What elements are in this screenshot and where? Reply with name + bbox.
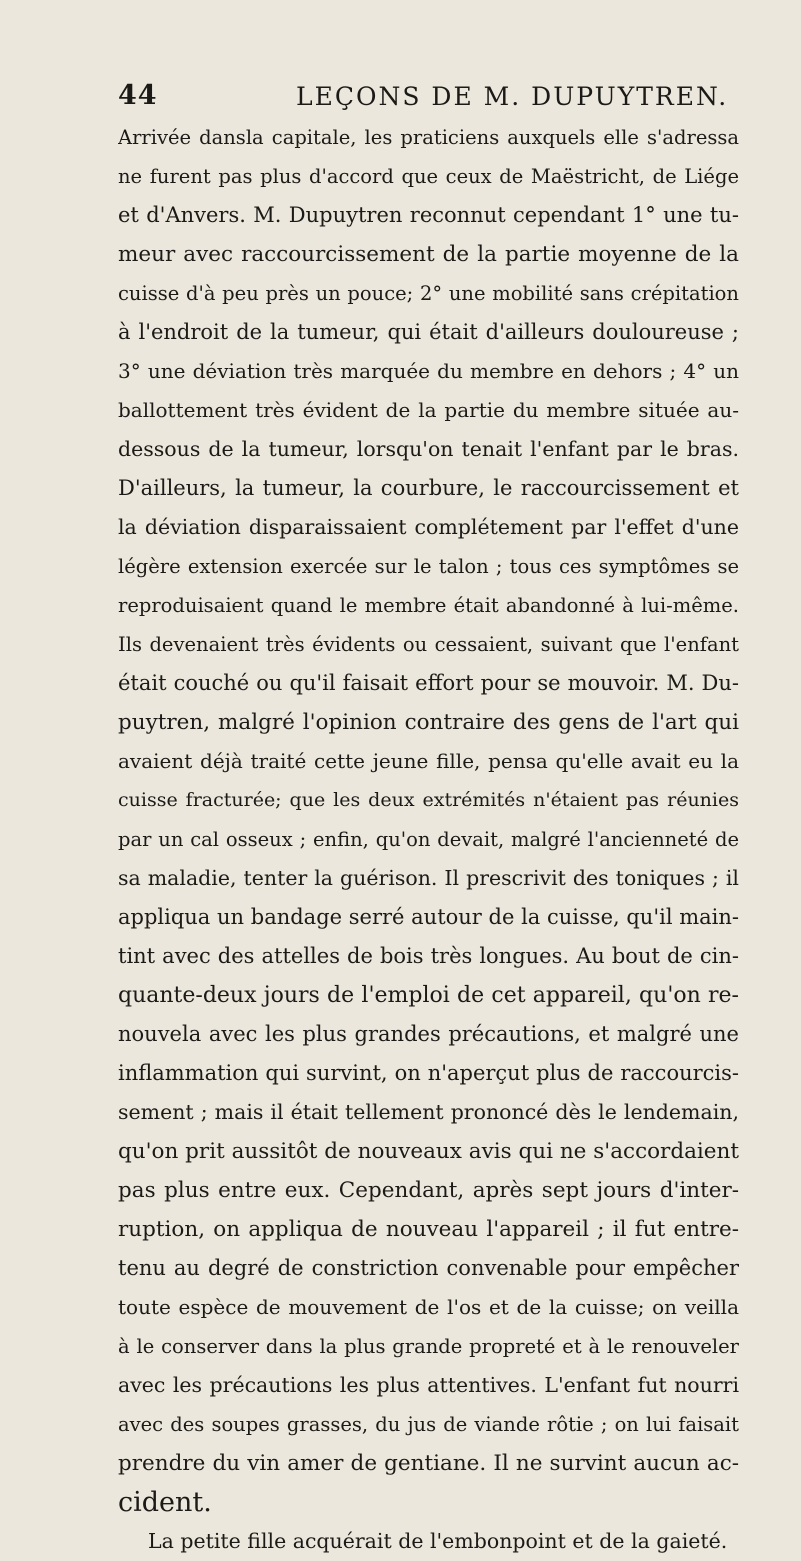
text-line: pas plus entre eux. Cependant, après sept jours d'inter- xyxy=(118,1178,739,1203)
running-title: LEÇONS DE M. DUPUYTREN. xyxy=(296,82,729,111)
text-line: prendre du vin amer de gentiane. Il ne survint aucun ac- xyxy=(118,1451,739,1476)
text-line: sa maladie, tenter la guérison. Il prescrivit des toniques ; il xyxy=(118,866,739,890)
text-line: et d'Anvers. M. Dupuytren reconnut cependant 1° une tu- xyxy=(118,203,739,227)
text-line: cuisse d'à peu près un pouce; 2° une mobilité sans crépitation xyxy=(118,282,739,305)
text-line: D'ailleurs, la tumeur, la courbure, le raccourcissement et xyxy=(118,476,739,500)
text-line: La petite fille acquérait de l'embonpoint et de la gaieté. xyxy=(148,1529,728,1553)
text-line: sement ; mais il était tellement prononcé dès le lendemain, xyxy=(118,1100,739,1124)
text-line: cuisse fracturée; que les deux extrémités n'étaient pas réunies xyxy=(118,789,739,811)
text-line: toute espèce de mouvement de l'os et de la cuisse; on veilla xyxy=(118,1295,739,1319)
text-line: tenu au degré de constriction convenable pour empêcher xyxy=(118,1256,739,1280)
text-line: Arrivée dansla capitale, les praticiens auxquels elle s'adressa xyxy=(118,126,739,149)
text-line: appliqua un bandage serré autour de la cuisse, qu'il main- xyxy=(118,905,739,929)
text-line: légère extension exercée sur le talon ; tous ces symptômes se xyxy=(118,555,739,578)
text-line: qu'on prit aussitôt de nouveaux avis qui ne s'accordaient xyxy=(118,1139,739,1164)
text-line: tint avec des attelles de bois très longues. Au bout de cin- xyxy=(118,944,739,968)
text-line: Ils devenaient très évidents ou cessaient, suivant que l'enfant xyxy=(118,633,739,656)
text-line: reproduisaient quand le membre était abandonné à lui-même. xyxy=(118,594,739,617)
text-line: nouvela avec les plus grandes précautions, et malgré une xyxy=(118,1022,739,1046)
text-line: dessous de la tumeur, lorsqu'on tenait l'enfant par le bras. xyxy=(118,437,739,461)
running-head xyxy=(118,80,739,114)
text-line: ruption, on appliqua de nouveau l'appareil ; il fut entre- xyxy=(118,1217,739,1242)
text-line: 3° une déviation très marquée du membre en dehors ; 4° un xyxy=(118,359,739,383)
text-line: quante-deux jours de l'emploi de cet appareil, qu'on re- xyxy=(118,983,739,1008)
text-line: meur avec raccourcissement de la partie moyenne de la xyxy=(118,242,739,267)
text-line: avec des soupes grasses, du jus de viande rôtie ; on lui faisait xyxy=(118,1413,739,1436)
text-line: était couché ou qu'il faisait effort pour se mouvoir. M. Du- xyxy=(118,671,739,695)
text-line: avaient déjà traité cette jeune fille, pensa qu'elle avait eu la xyxy=(118,749,739,773)
text-line: à le conserver dans la plus grande propreté et à le renouveler xyxy=(118,1335,739,1358)
text-line: à l'endroit de la tumeur, qui était d'ailleurs douloureuse ; xyxy=(118,320,739,344)
text-line: avec les précautions les plus attentives. L'enfant fut nourri xyxy=(118,1373,739,1397)
text-line: par un cal osseux ; enfin, qu'on devait, malgré l'ancienneté de xyxy=(118,828,739,851)
text-line: puytren, malgré l'opinion contraire des gens de l'art qui xyxy=(118,710,739,735)
text-line: cident. xyxy=(118,1487,212,1518)
text-line: la déviation disparaissaient complétement par l'effet d'une xyxy=(118,515,739,539)
body-text xyxy=(118,118,739,1561)
text-line: ballottement très évident de la partie du membre située au- xyxy=(118,398,739,422)
text-line: inflammation qui survint, on n'aperçut plus de raccourcis- xyxy=(118,1061,739,1085)
page-number: 44 xyxy=(118,80,158,111)
text-line: ne furent pas plus d'accord que ceux de Maëstricht, de Liége xyxy=(118,165,739,188)
